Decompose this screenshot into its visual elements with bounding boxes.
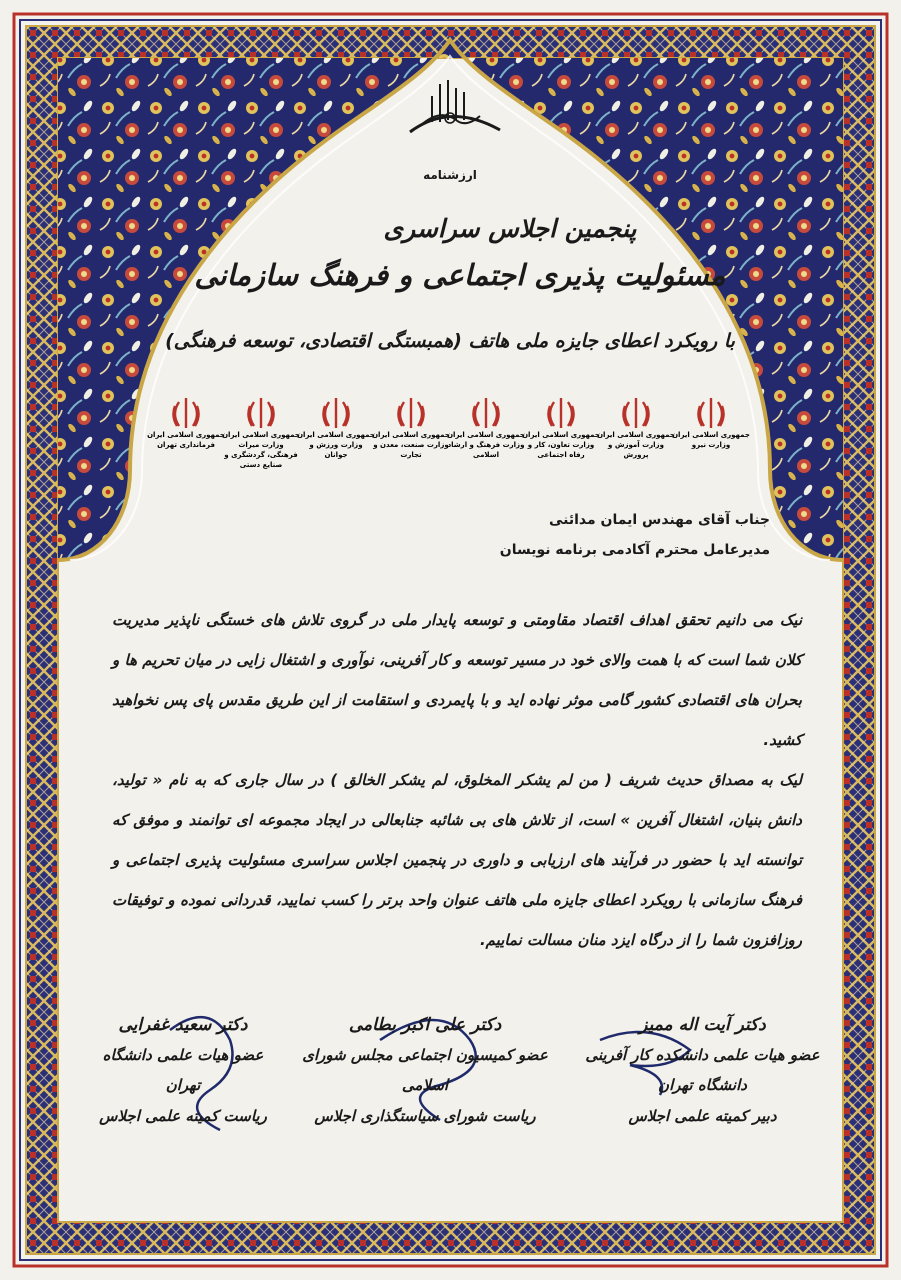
- signatory-name: دکتر علی اکبر بطامی: [348, 1015, 502, 1035]
- signatory-role: عضو هیات علمی دانشگاه تهران: [102, 1046, 264, 1094]
- sponsor-country: جمهوری اسلامی ایران: [522, 431, 600, 439]
- sponsor-org: وزارت تعاون، کار و رفاه اجتماعی: [527, 441, 595, 459]
- signature-block-1: [580, 1010, 825, 1132]
- sponsor-3: [522, 396, 600, 460]
- iran-emblem-icon: [171, 396, 201, 430]
- iran-emblem-icon: [396, 396, 426, 430]
- sponsor-7: [222, 396, 300, 470]
- sponsor-1: [672, 396, 750, 450]
- calligraphy-emblem: [410, 80, 500, 132]
- sponsor-country: جمهوری اسلامی ایران: [297, 431, 375, 439]
- sponsor-2: [597, 396, 675, 460]
- body-paragraph-1: نیک می دانیم تحقق اهداف اقتصاد مقاومتی و توسعه پایدار ملی در گروی تلاش های خستگی ناپذیر مدیریت کلان شما است که با همت والای خود در مسیر توسعه و کار آفرینی، نوآوری و اشتغال زایی در میان تحریم ها و بحران های اقتصادی کشور گامی موثر نهاده اید و با پایمردی و استقامت از این طریق مقدس پای پس نخواهید کشید.: [112, 611, 802, 749]
- signatory-position: ریاست شورای سیاستگذاری اجلاس: [314, 1107, 536, 1125]
- iran-emblem-icon: [246, 396, 276, 430]
- sponsor-country: جمهوری اسلامی ایران: [222, 431, 300, 439]
- iran-emblem-icon: [471, 396, 501, 430]
- signatory-name: دکتر آیت اله ممیز: [639, 1015, 766, 1035]
- recipient-title: مدیرعامل محترم آکادمی برنامه نویسان: [499, 542, 770, 558]
- sponsor-country: جمهوری اسلامی ایران: [597, 431, 675, 439]
- sponsor-4: [447, 396, 525, 460]
- sponsor-8: [147, 396, 225, 450]
- sponsor-org: وزارت فرهنگ و ارشاد اسلامی: [447, 441, 525, 459]
- iran-emblem-icon: [696, 396, 726, 430]
- sponsor-country: جمهوری اسلامی ایران: [372, 431, 450, 439]
- signatory-position: ریاست کمیته علمی اجلاس: [99, 1107, 267, 1125]
- sponsor-org: وزارت نیرو: [691, 441, 731, 449]
- iran-emblem-icon: [621, 396, 651, 430]
- sponsor-country: جمهوری اسلامی ایران: [672, 431, 750, 439]
- recipient-name: جناب آقای مهندس ایمان مدائنی: [548, 512, 770, 528]
- sponsor-country: جمهوری اسلامی ایران: [147, 431, 225, 439]
- signatory-role: عضو کمیسیون اجتماعی مجلس شورای اسلامی: [302, 1046, 548, 1094]
- sponsor-org: فرمانداری تهران: [157, 441, 215, 449]
- sponsor-org: وزارت میراث فرهنگی، گردشگری و صنایع دستی: [224, 441, 298, 469]
- signatory-name: دکتر سعید غفرایی: [118, 1015, 248, 1035]
- signatory-role: عضو هیات علمی دانشکده کار آفرینی دانشگاه تهران: [585, 1046, 820, 1094]
- heading-line-3: با رویکرد اعطای جایزه ملی هاتف (همبستگی اقتصادی، توسعه فرهنگی): [165, 330, 735, 352]
- heading-line-1: پنجمین اجلاس سراسری: [383, 214, 637, 243]
- certificate-body: [112, 600, 802, 960]
- sponsor-6: [297, 396, 375, 460]
- sponsor-org: وزارت صنعت، معدن و تجارت: [373, 441, 449, 459]
- iran-emblem-icon: [546, 396, 576, 430]
- signature-block-3: [88, 1010, 278, 1132]
- body-paragraph-2: لیک به مصداق حدیث شریف ( من لم یشکر المخلوق، لم یشکر الخالق ) در سال جاری که به نام « تولید، دانش بنیان، اشتغال آفرین » است، از تلاش های بی شائبه جنابعالی در ایجاد مجموعه ای توانمند و موفق که توانسته اید با حضور در فرآیند های ارزیابی و داوری در پنجمین اجلاس سراسری مسئولیت پذیری اجتماعی و فرهنگ سازمانی با رویکرد اعطای جایزه ملی هاتف عنوان واحد برتر را کسب نمایید، قدردانی نموده و توفیقات روزافزون شما را از درگاه ایزد منان مسالت نماییم.: [112, 771, 802, 949]
- sponsor-org: وزارت آموزش و پرورش: [608, 441, 664, 459]
- signature-block-2: [300, 1010, 550, 1132]
- heading-line-2: مسئولیت پذیری اجتماعی و فرهنگ سازمانی: [194, 258, 726, 292]
- iran-emblem-icon: [321, 396, 351, 430]
- sponsor-5: [372, 396, 450, 460]
- sponsor-org: وزارت ورزش و جوانان: [309, 441, 363, 459]
- signatory-position: دبیر کمیته علمی اجلاس: [628, 1107, 777, 1125]
- certificate-label: ارزشنامه: [423, 168, 477, 182]
- sponsor-country: جمهوری اسلامی ایران: [447, 431, 525, 439]
